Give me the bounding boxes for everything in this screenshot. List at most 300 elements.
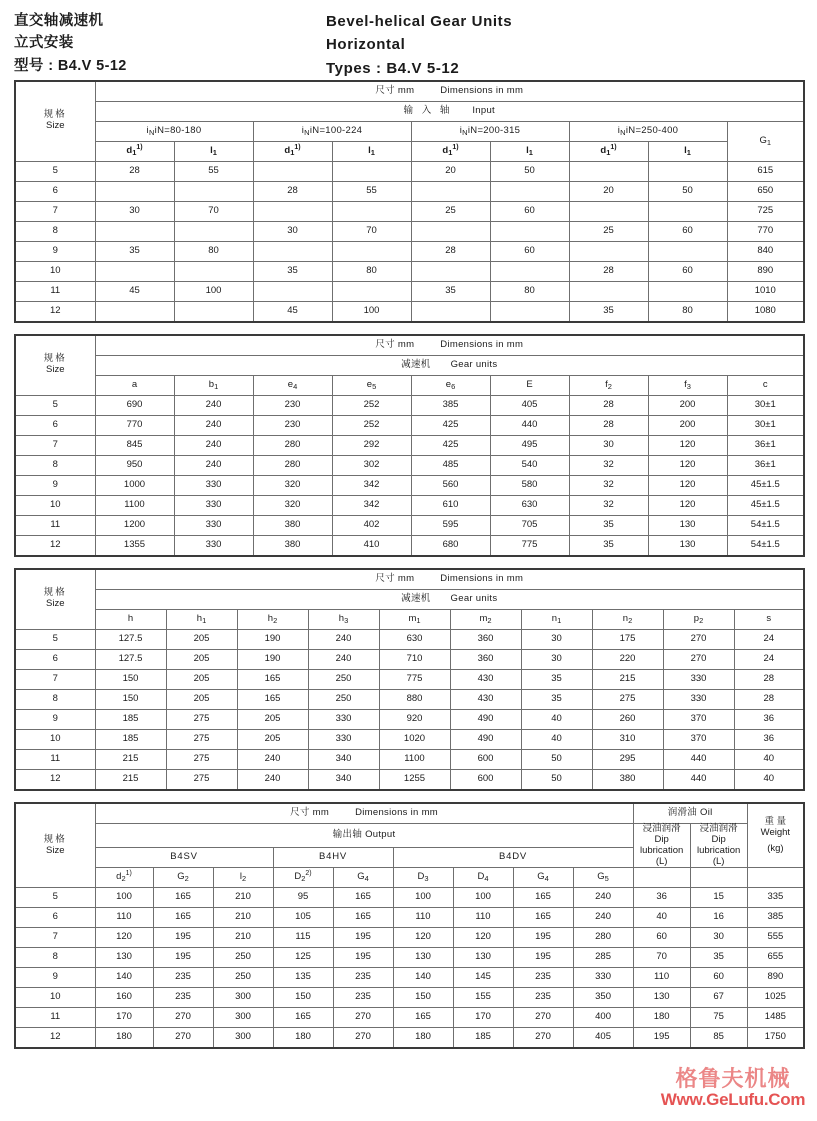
- cell: 360: [450, 629, 521, 649]
- cell-oil1: 110: [633, 968, 690, 988]
- cell: 490: [450, 709, 521, 729]
- cell: 28: [734, 689, 804, 709]
- cell: 25: [411, 201, 490, 221]
- cell: 210: [213, 908, 273, 928]
- row-size: 7: [15, 928, 95, 948]
- cell-weight: 385: [747, 908, 804, 928]
- cell: 150: [95, 689, 166, 709]
- t4-col-oil-1: [633, 868, 690, 888]
- t2-col-c: c: [727, 375, 804, 395]
- cell: 130: [648, 515, 727, 535]
- cell: 30: [521, 649, 592, 669]
- table-row: [15, 709, 804, 729]
- t1-dim-en: Dimensions in mm: [440, 84, 524, 96]
- t2-col-e5: $e_5$: [332, 375, 411, 395]
- cell: 120: [648, 455, 727, 475]
- cell-oil2: 15: [690, 888, 747, 908]
- cell: 120: [95, 928, 153, 948]
- t2-gear-header: [95, 355, 804, 375]
- cell: 110: [95, 908, 153, 928]
- t1-size-en: Size: [46, 120, 65, 132]
- cell: 275: [166, 769, 237, 790]
- cell: 120: [453, 928, 513, 948]
- cell: 950: [95, 455, 174, 475]
- cell: 24: [734, 629, 804, 649]
- cell: 195: [153, 948, 213, 968]
- t1-group-2: $i_NiN=100-224$: [253, 121, 411, 141]
- table-row: [15, 475, 804, 495]
- cell: 200: [648, 395, 727, 415]
- cell: 165: [153, 888, 213, 908]
- row-size: 12: [15, 301, 95, 322]
- cell: [95, 261, 174, 281]
- cell: 215: [95, 769, 166, 790]
- cell: [332, 281, 411, 301]
- cell: [332, 161, 411, 181]
- cell: 310: [592, 729, 663, 749]
- cell: 215: [592, 669, 663, 689]
- cell: 380: [592, 769, 663, 790]
- cell: 95: [273, 888, 333, 908]
- cell: 440: [663, 749, 734, 769]
- t4-size-header: [15, 803, 95, 888]
- cell: [411, 221, 490, 241]
- t4-dim-cn: 尺寸 mm: [290, 806, 330, 818]
- cell: 615: [727, 161, 804, 181]
- cell: 35: [411, 281, 490, 301]
- row-size: 7: [15, 201, 95, 221]
- cell: 30: [253, 221, 332, 241]
- cell: 195: [153, 928, 213, 948]
- cell: 220: [592, 649, 663, 669]
- cell: 300: [213, 1008, 273, 1028]
- t4-col-D3: $D_3$: [393, 868, 453, 888]
- cell: 35: [569, 301, 648, 322]
- cell: 705: [490, 515, 569, 535]
- row-size: 7: [15, 669, 95, 689]
- cell: 490: [450, 729, 521, 749]
- cell: 775: [379, 669, 450, 689]
- cell: 300: [213, 1028, 273, 1049]
- cell: 205: [166, 669, 237, 689]
- cell: 1200: [95, 515, 174, 535]
- cell-weight: 555: [747, 928, 804, 948]
- row-size: 11: [15, 749, 95, 769]
- cell: [648, 201, 727, 221]
- cell: 180: [273, 1028, 333, 1049]
- cell: 270: [513, 1028, 573, 1049]
- cell: 145: [453, 968, 513, 988]
- cell: 1010: [727, 281, 804, 301]
- cell: 252: [332, 395, 411, 415]
- cell: 55: [174, 161, 253, 181]
- t1-group-2-range: iN=100-224: [309, 124, 363, 136]
- t3-col-m2: $m_2$: [450, 609, 521, 629]
- t1-group-4-range: iN=250-400: [625, 124, 679, 136]
- cell: 405: [573, 1028, 633, 1049]
- t4-group-B4DV: B4DV: [393, 847, 633, 868]
- cell: 70: [332, 221, 411, 241]
- cell: [569, 161, 648, 181]
- cell: 1355: [95, 535, 174, 556]
- cell: 240: [573, 888, 633, 908]
- row-size: 9: [15, 709, 95, 729]
- t3-dim-en: Dimensions in mm: [440, 572, 524, 584]
- cell: 405: [490, 395, 569, 415]
- row-size: 12: [15, 769, 95, 790]
- cell: 300: [213, 988, 273, 1008]
- cell: 350: [573, 988, 633, 1008]
- cell: 630: [379, 629, 450, 649]
- cell: 36±1: [727, 435, 804, 455]
- t4-output-en: Output: [365, 828, 396, 840]
- t2-col-b1: $b_1$: [174, 375, 253, 395]
- t1-col-l1-a: $l_1$: [174, 141, 253, 161]
- t1-size-header: [15, 81, 95, 162]
- cell-oil1: 180: [633, 1008, 690, 1028]
- row-size: 6: [15, 181, 95, 201]
- cell-oil1: 130: [633, 988, 690, 1008]
- cell: 54±1.5: [727, 515, 804, 535]
- row-size: 11: [15, 515, 95, 535]
- cell: 130: [648, 535, 727, 556]
- cell: 330: [308, 729, 379, 749]
- table-row: [15, 649, 804, 669]
- table-gear-units-1: [14, 334, 805, 557]
- cell: 130: [95, 948, 153, 968]
- cell: 28: [253, 181, 332, 201]
- cell: 36: [734, 729, 804, 749]
- cell: 330: [663, 669, 734, 689]
- cell: [174, 221, 253, 241]
- cell: 360: [450, 649, 521, 669]
- cell: [174, 261, 253, 281]
- cell: 280: [253, 435, 332, 455]
- table-row: [15, 629, 804, 649]
- cell-oil2: 60: [690, 968, 747, 988]
- table-row: [15, 908, 804, 928]
- cell: 240: [174, 395, 253, 415]
- cell: 880: [379, 689, 450, 709]
- table-row: [15, 415, 804, 435]
- cell: 140: [95, 968, 153, 988]
- cell: 320: [253, 495, 332, 515]
- cell: 270: [513, 1008, 573, 1028]
- table-row: [15, 261, 804, 281]
- cell: 610: [411, 495, 490, 515]
- cell: 50: [521, 769, 592, 790]
- cell-oil2: 30: [690, 928, 747, 948]
- table-row: [15, 1008, 804, 1028]
- cell: [490, 221, 569, 241]
- cell: 770: [95, 415, 174, 435]
- cell: 1100: [379, 749, 450, 769]
- cell: 30: [95, 201, 174, 221]
- cell: 280: [253, 455, 332, 475]
- cell: 60: [490, 241, 569, 261]
- cell: 45: [95, 281, 174, 301]
- cell: 215: [95, 749, 166, 769]
- row-size: 12: [15, 1028, 95, 1049]
- t4-dip2-unit: (L): [712, 855, 725, 867]
- cell: 35: [95, 241, 174, 261]
- cell: 195: [513, 948, 573, 968]
- cell: 1020: [379, 729, 450, 749]
- t3-col-p2: $p_2$: [663, 609, 734, 629]
- cell: 425: [411, 415, 490, 435]
- cell: [490, 261, 569, 281]
- t2-dim-en: Dimensions in mm: [440, 338, 524, 350]
- header-en-line-1: Bevel-helical Gear Units: [326, 13, 513, 30]
- cell: 28: [411, 241, 490, 261]
- t1-dimensions-header: [95, 81, 804, 102]
- cell: 165: [333, 908, 393, 928]
- watermark: [648, 1068, 817, 1108]
- cell: 150: [95, 669, 166, 689]
- cell: [253, 161, 332, 181]
- t4-col-G4-b: $G_4$: [513, 868, 573, 888]
- table-gear-units-2-body: [15, 629, 804, 790]
- cell: 32: [569, 475, 648, 495]
- table-row: [15, 749, 804, 769]
- cell: 100: [174, 281, 253, 301]
- t2-size-en: Size: [46, 364, 65, 376]
- cell: 370: [663, 729, 734, 749]
- t4-oil-cn: 润滑油: [667, 806, 698, 818]
- row-size: 8: [15, 221, 95, 241]
- cell: 840: [727, 241, 804, 261]
- row-size: 10: [15, 495, 95, 515]
- cell: 100: [95, 888, 153, 908]
- cell: [411, 301, 490, 322]
- cell-oil2: 85: [690, 1028, 747, 1049]
- t1-group-3-range: iN=200-315: [467, 124, 521, 136]
- t1-col-l1-c: $l_1$: [490, 141, 569, 161]
- cell: 710: [379, 649, 450, 669]
- cell: 250: [213, 948, 273, 968]
- cell: 1080: [727, 301, 804, 322]
- t3-size-header: [15, 569, 95, 630]
- cell: 35: [569, 515, 648, 535]
- cell: 402: [332, 515, 411, 535]
- cell: 235: [153, 988, 213, 1008]
- cell: 30: [569, 435, 648, 455]
- cell: 120: [648, 475, 727, 495]
- cell: 430: [450, 689, 521, 709]
- cell: 385: [411, 395, 490, 415]
- t3-col-h3: $h_3$: [308, 609, 379, 629]
- cell: 115: [273, 928, 333, 948]
- cell: 28: [569, 261, 648, 281]
- t3-col-s: s: [734, 609, 804, 629]
- cell: 205: [237, 709, 308, 729]
- cell: 260: [592, 709, 663, 729]
- cell: 20: [569, 181, 648, 201]
- t3-size-en: Size: [46, 598, 65, 610]
- cell-oil2: 35: [690, 948, 747, 968]
- cell: 270: [333, 1008, 393, 1028]
- cell: 775: [490, 535, 569, 556]
- cell: 170: [95, 1008, 153, 1028]
- cell-weight: 1025: [747, 988, 804, 1008]
- cell: 600: [450, 749, 521, 769]
- cell: 330: [174, 535, 253, 556]
- cell: 45±1.5: [727, 495, 804, 515]
- t2-dim-cn: 尺寸 mm: [375, 338, 415, 350]
- cell-oil1: 195: [633, 1028, 690, 1049]
- t3-gear-en: Gear units: [450, 592, 498, 604]
- cell: 250: [213, 968, 273, 988]
- cell: 250: [308, 669, 379, 689]
- table-row: [15, 455, 804, 475]
- cell: 130: [393, 948, 453, 968]
- cell: 40: [521, 729, 592, 749]
- cell: 630: [490, 495, 569, 515]
- table-row: [15, 888, 804, 908]
- t4-dim-en: Dimensions in mm: [355, 806, 439, 818]
- cell: 292: [332, 435, 411, 455]
- cell: 80: [648, 301, 727, 322]
- cell: 240: [573, 908, 633, 928]
- header-cn-line-3: 型号 : B4.V 5-12: [14, 57, 127, 74]
- cell: 25: [569, 221, 648, 241]
- t3-col-h2: $h_2$: [237, 609, 308, 629]
- t4-dip2-cn: 浸油润滑: [699, 822, 738, 834]
- cell: [411, 181, 490, 201]
- cell-oil1: 60: [633, 928, 690, 948]
- cell: 230: [253, 395, 332, 415]
- header-chinese: [14, 10, 326, 80]
- cell: [569, 281, 648, 301]
- cell: 24: [734, 649, 804, 669]
- row-size: 12: [15, 535, 95, 556]
- t4-output-header: [95, 823, 633, 847]
- row-size: 8: [15, 948, 95, 968]
- cell: 40: [521, 709, 592, 729]
- t1-col-G1: $G_1$: [727, 121, 804, 161]
- cell: 50: [490, 161, 569, 181]
- row-size: 9: [15, 475, 95, 495]
- t3-gear-header: [95, 589, 804, 609]
- cell: 235: [513, 988, 573, 1008]
- cell: 70: [174, 201, 253, 221]
- t4-dip1-en1: Dip: [654, 833, 669, 845]
- row-size: 6: [15, 908, 95, 928]
- cell: 165: [393, 1008, 453, 1028]
- cell: 280: [573, 928, 633, 948]
- cell: 240: [308, 629, 379, 649]
- cell: 330: [174, 495, 253, 515]
- t3-dimensions-header: [95, 569, 804, 590]
- t4-col-weight: [747, 868, 804, 888]
- cell: 275: [166, 709, 237, 729]
- t4-dip-lubrication-2: [690, 823, 747, 868]
- cell: 185: [95, 709, 166, 729]
- t1-col-d1-a: $d_1^{1)}$: [95, 141, 174, 161]
- cell: 170: [453, 1008, 513, 1028]
- t2-col-e6: $e_6$: [411, 375, 490, 395]
- cell: 320: [253, 475, 332, 495]
- t4-col-G4-a: $G_4$: [333, 868, 393, 888]
- t4-output-cn: 输出轴: [332, 828, 363, 840]
- cell: 595: [411, 515, 490, 535]
- t3-gear-cn: 减速机: [401, 592, 431, 604]
- cell: 40: [734, 769, 804, 790]
- cell: 680: [411, 535, 490, 556]
- cell: 205: [166, 649, 237, 669]
- row-size: 11: [15, 1008, 95, 1028]
- t2-col-e4: $e_4$: [253, 375, 332, 395]
- cell: 50: [521, 749, 592, 769]
- cell: 210: [213, 928, 273, 948]
- t4-group-B4SV: B4SV: [95, 847, 273, 868]
- cell: 80: [490, 281, 569, 301]
- table-row: [15, 281, 804, 301]
- row-size: 8: [15, 455, 95, 475]
- t4-dip1-unit: (L): [655, 855, 668, 867]
- t3-col-n1: $n_1$: [521, 609, 592, 629]
- cell-oil1: 40: [633, 908, 690, 928]
- cell: 400: [573, 1008, 633, 1028]
- cell: 165: [237, 669, 308, 689]
- t4-dip2-en2: lubrication: [696, 844, 741, 856]
- t3-col-h1: $h_1$: [166, 609, 237, 629]
- cell: 330: [663, 689, 734, 709]
- cell: 50: [648, 181, 727, 201]
- table-output-shaft-body: [15, 888, 804, 1049]
- t1-input-cn: 输 入 轴: [403, 104, 453, 116]
- cell: 275: [166, 749, 237, 769]
- t4-size-cn: 规格: [43, 833, 67, 845]
- row-size: 10: [15, 261, 95, 281]
- cell: [490, 181, 569, 201]
- cell: 100: [332, 301, 411, 322]
- cell: 127.5: [95, 629, 166, 649]
- cell: 240: [308, 649, 379, 669]
- t1-size-cn: 规格: [43, 109, 67, 121]
- table-input-shaft-body: [15, 161, 804, 322]
- cell: 330: [308, 709, 379, 729]
- cell: 195: [513, 928, 573, 948]
- cell: 235: [333, 968, 393, 988]
- t2-col-f2: $f_2$: [569, 375, 648, 395]
- cell: 205: [237, 729, 308, 749]
- cell: 920: [379, 709, 450, 729]
- t1-group-1: $i_NiN=80-180$: [95, 121, 253, 141]
- cell-oil2: 75: [690, 1008, 747, 1028]
- cell: 120: [393, 928, 453, 948]
- row-size: 9: [15, 968, 95, 988]
- cell: 175: [592, 629, 663, 649]
- cell: 235: [153, 968, 213, 988]
- row-size: 5: [15, 395, 95, 415]
- cell: 32: [569, 495, 648, 515]
- t3-dim-cn: 尺寸 mm: [375, 572, 415, 584]
- cell: 120: [648, 495, 727, 515]
- t4-group-B4HV: B4HV: [273, 847, 393, 868]
- cell: 285: [573, 948, 633, 968]
- cell: 30±1: [727, 395, 804, 415]
- cell: 60: [648, 261, 727, 281]
- t4-col-G2: $G_2$: [153, 868, 213, 888]
- cell-oil2: 16: [690, 908, 747, 928]
- t4-weight-unit: (kg): [767, 842, 784, 854]
- t3-col-n2: $n_2$: [592, 609, 663, 629]
- cell: 1000: [95, 475, 174, 495]
- table-row: [15, 221, 804, 241]
- t4-dip1-en2: lubrication: [639, 844, 684, 856]
- table-row: [15, 181, 804, 201]
